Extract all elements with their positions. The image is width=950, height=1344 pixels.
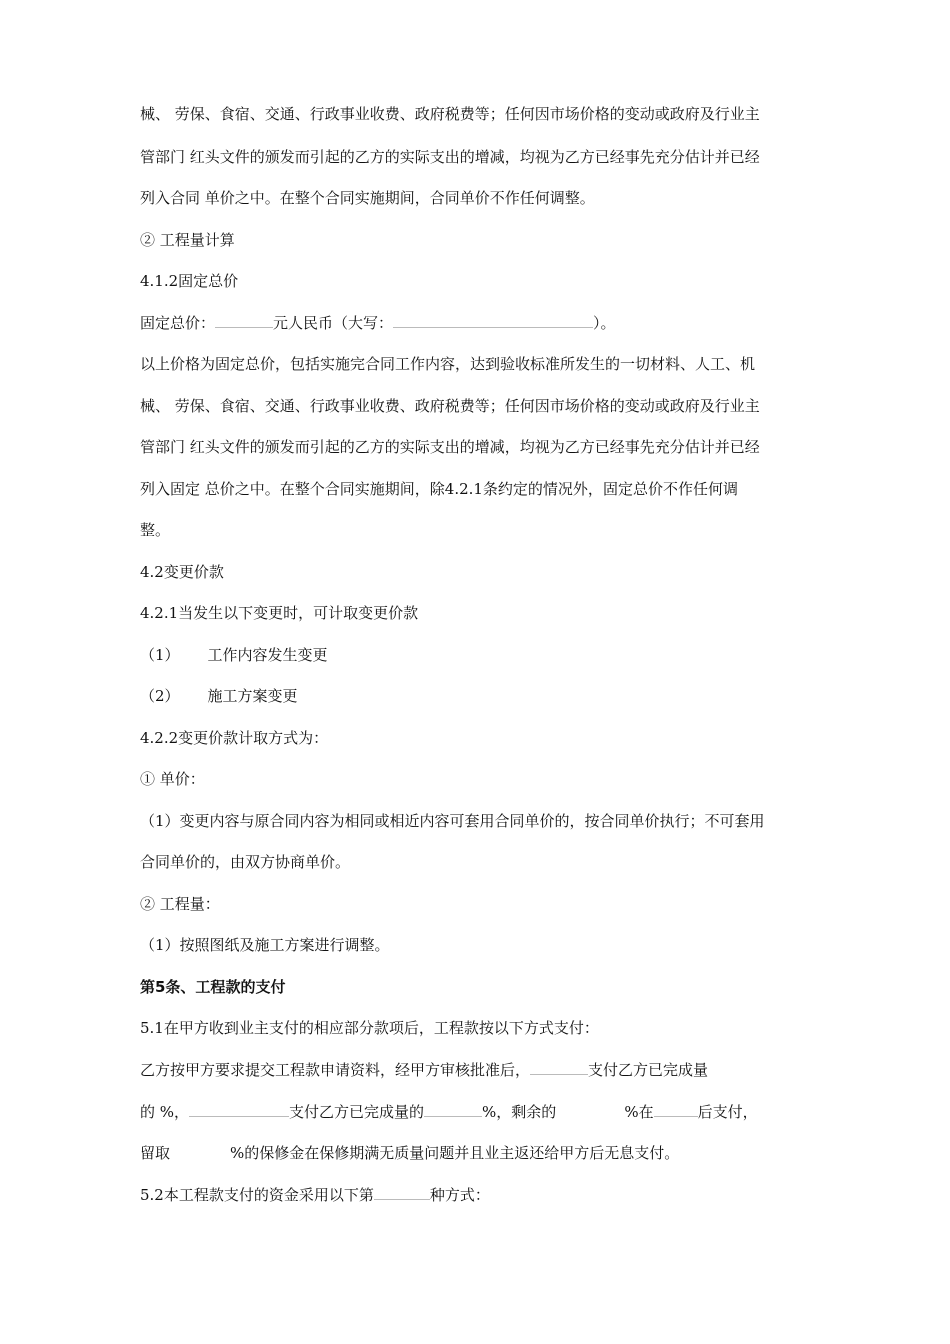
list-number: （2）: [140, 687, 180, 705]
paragraph-line: 列入合同 单价之中。在整个合同实施期间，合同单价不作任何调整。: [140, 189, 595, 207]
list-text: 工作内容发生变更: [207, 646, 328, 664]
paragraph-line: 管部门 红头文件的颁发而引起的乙方的实际支出的增减，均视为乙方已经事先充分估计并已经: [140, 148, 760, 166]
payment-text: 的 %，: [140, 1103, 190, 1121]
time-blank[interactable]: [654, 1102, 698, 1117]
paragraph-line: 械、 劳保、食宿、交通、行政事业收费、政府税费等；任何因市场价格的变动或政府及行业主: [140, 105, 760, 123]
list-text: 施工方案变更: [207, 687, 298, 705]
paragraph-line: 整。: [140, 521, 171, 539]
subsection-heading: ② 工程量：: [140, 895, 220, 913]
section-number-5-2: [140, 1185, 490, 1205]
fixed-price-label: 固定总价：: [140, 314, 216, 332]
method-blank[interactable]: [374, 1185, 430, 1200]
paragraph-line: 械、 劳保、食宿、交通、行政事业收费、政府税费等；任何因市场价格的变动或政府及行业主: [140, 397, 760, 415]
paragraph-line: 管部门 红头文件的颁发而引起的乙方的实际支出的增减，均视为乙方已经事先充分估计并已经: [140, 438, 760, 456]
list-item: [140, 686, 298, 706]
payment-text: %，剩余的: [482, 1103, 557, 1121]
paragraph-line: （1）变更内容与原合同内容为相同或相近内容可套用合同单价的，按合同单价执行；不可套用: [140, 812, 765, 830]
payment-text: 留取: [140, 1144, 171, 1162]
payment-text: 支付乙方已完成量: [588, 1061, 709, 1079]
paragraph-line: （1）按照图纸及施工方案进行调整。: [140, 936, 390, 954]
list-item: [140, 645, 328, 665]
paragraph-line: 合同单价的，由双方协商单价。: [140, 853, 351, 871]
list-number: （1）: [140, 646, 180, 664]
payment-line: [140, 1060, 708, 1080]
payment-text: 支付乙方已完成量的: [289, 1103, 425, 1121]
paragraph-line: 以上价格为固定总价，包括实施完合同工作内容，达到验收标准所发生的一切材料、人工、机: [140, 355, 756, 373]
payment-text: %的保修金在保修期满无质量问题并且业主返还给甲方后无息支付。: [230, 1144, 680, 1162]
fixed-price-line: [140, 313, 616, 333]
subsection-heading: ② 工程量计算: [140, 231, 235, 249]
payment-text: 5.2本工程款支付的资金采用以下第: [140, 1186, 374, 1204]
payment-text: 后支付，: [697, 1103, 758, 1121]
close-paren: ）。: [593, 314, 616, 332]
section-number-4-2: 4.2变更价款: [140, 563, 224, 581]
article-5-heading: 第5条、工程款的支付: [140, 978, 286, 996]
payment-line: [140, 1143, 679, 1163]
payment-blank[interactable]: [189, 1102, 289, 1117]
payment-text: 乙方按甲方要求提交工程款申请资料，经甲方审核批准后，: [140, 1061, 531, 1079]
payment-text: 种方式：: [429, 1186, 490, 1204]
subsection-heading: ① 单价：: [140, 770, 205, 788]
currency-text: 元人民币（大写：: [273, 314, 394, 332]
payment-blank[interactable]: [530, 1060, 588, 1075]
payment-line: [140, 1102, 758, 1122]
amount-words-blank[interactable]: [393, 313, 593, 328]
payment-text: %在: [624, 1103, 654, 1121]
section-number-5-1: 5.1在甲方收到业主支付的相应部分款项后，工程款按以下方式支付：: [140, 1019, 599, 1037]
amount-blank[interactable]: [215, 313, 273, 328]
percent-blank[interactable]: [424, 1102, 482, 1117]
section-number-4-2-1: 4.2.1当发生以下变更时，可计取变更价款: [140, 604, 419, 622]
section-number-4-1-2: 4.1.2固定总价: [140, 272, 239, 290]
section-number-4-2-2: 4.2.2变更价款计取方式为：: [140, 729, 329, 747]
paragraph-line: 列入固定 总价之中。在整个合同实施期间，除4.2.1条约定的情况外，固定总价不作任何调: [140, 480, 738, 498]
